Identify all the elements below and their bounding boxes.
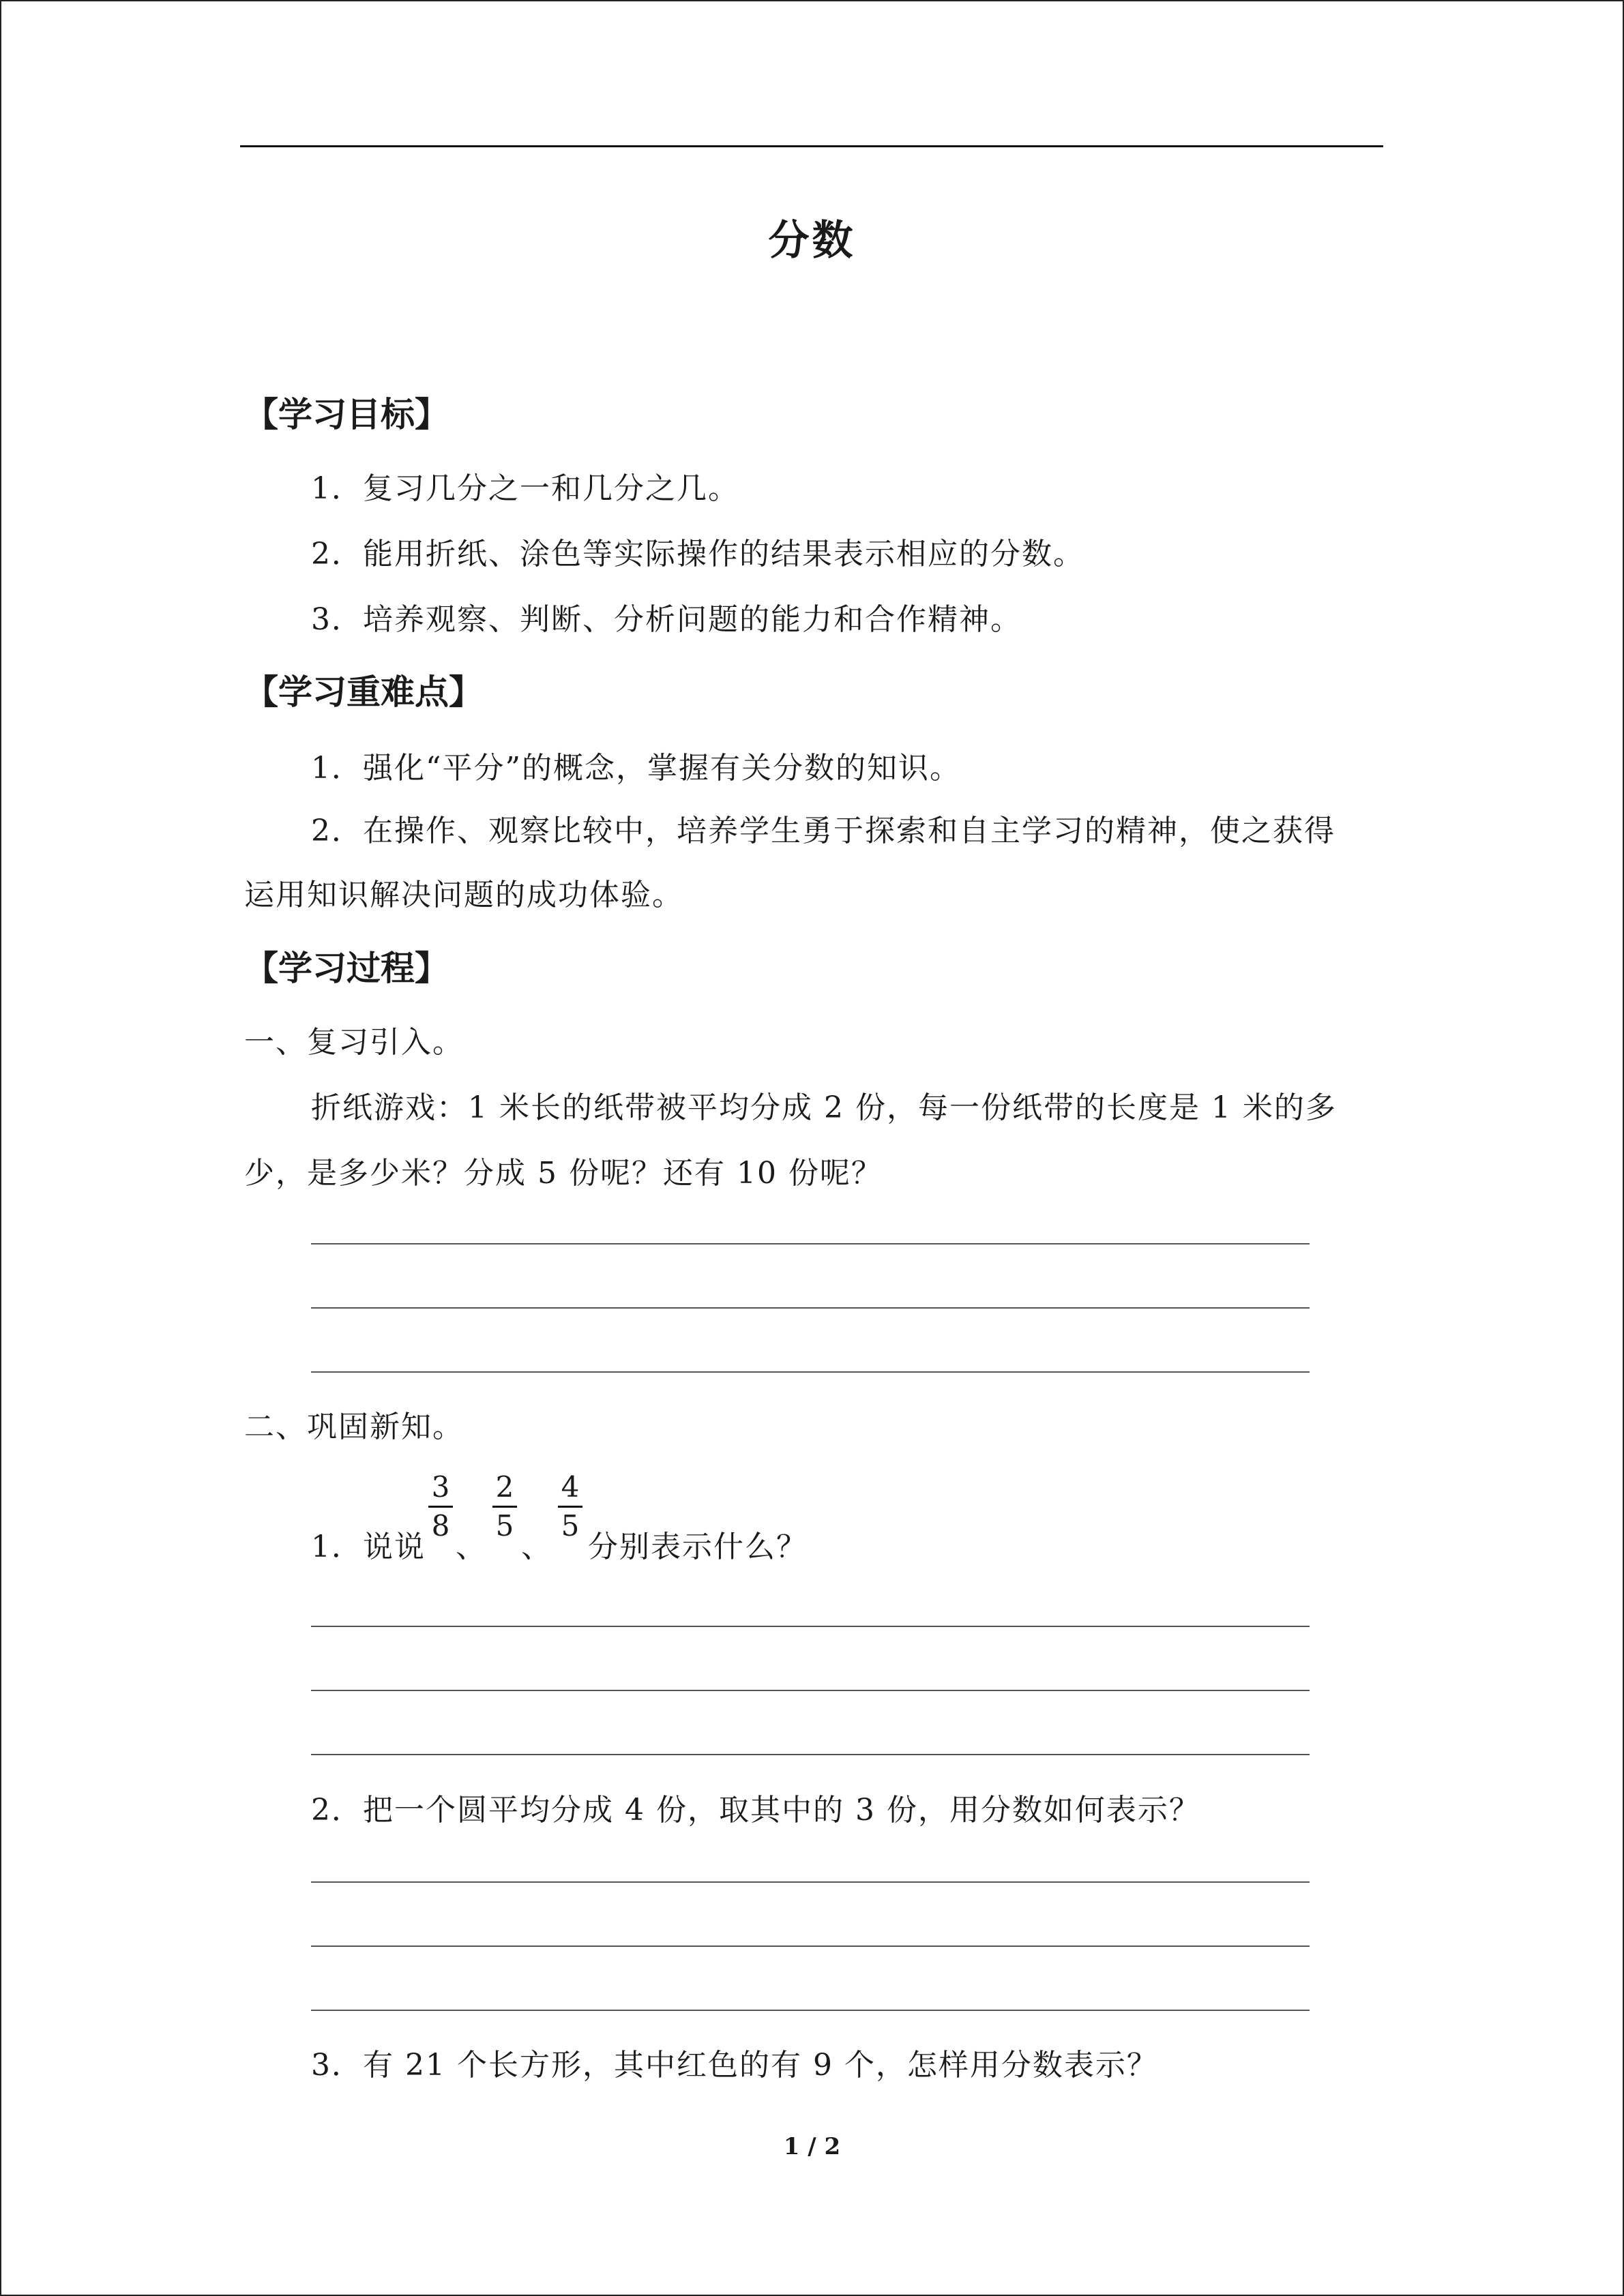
fraction-denominator: 5 [561, 1509, 580, 1542]
fraction-numerator: 4 [561, 1470, 580, 1504]
answer-line[interactable] [311, 1881, 1310, 1883]
key-point-item-1: 1．强化“平分”的概念，掌握有关分数的知识。 [311, 751, 961, 786]
part2-title: 二、巩固新知。 [244, 1410, 464, 1444]
page-title: 分数 [768, 217, 856, 265]
fraction-4-5 [557, 1470, 584, 1542]
q2-text: 2．把一个圆平均分成 4 份，取其中的 3 份，用分数如何表示？ [311, 1793, 1200, 1828]
answer-line[interactable] [311, 1690, 1310, 1691]
answer-line[interactable] [311, 2010, 1310, 2011]
q1-suffix: 分别表示什么？ [588, 1530, 808, 1564]
page-number: 1 / 2 [783, 2133, 841, 2160]
answer-line[interactable] [311, 1243, 1310, 1244]
q1-prefix: 1．说说 [311, 1530, 426, 1564]
answer-line[interactable] [311, 1307, 1310, 1309]
fraction-3-8 [427, 1470, 454, 1542]
part1-text-line2: 少，是多少米？分成 5 份呢？还有 10 份呢？ [244, 1156, 883, 1191]
objective-item-2: 2．能用折纸、涂色等实际操作的结果表示相应的分数。 [311, 537, 1084, 571]
objective-item-1: 1．复习几分之一和几分之几。 [311, 471, 739, 506]
objectives-heading: 【学习目标】 [244, 395, 449, 434]
answer-line[interactable] [311, 1626, 1310, 1627]
answer-line[interactable] [311, 1371, 1310, 1373]
part1-title: 一、复习引入。 [244, 1025, 464, 1060]
answer-line[interactable] [311, 1945, 1310, 1947]
fraction-numerator: 3 [431, 1470, 450, 1504]
q1-separator: 、 [521, 1530, 552, 1564]
answer-line[interactable] [311, 1754, 1310, 1755]
fraction-numerator: 2 [495, 1470, 514, 1504]
fraction-denominator: 5 [495, 1509, 514, 1542]
part1-text-line1: 折纸游戏：1 米长的纸带被平均分成 2 份，每一份纸带的长度是 1 米的多 [311, 1090, 1337, 1125]
q1-separator: 、 [456, 1530, 487, 1564]
objective-item-3: 3．培养观察、判断、分析问题的能力和合作精神。 [311, 602, 1022, 637]
process-heading: 【学习过程】 [244, 949, 449, 988]
header-rule [240, 145, 1383, 147]
key-point-item-2: 2．在操作、观察比较中，培养学生勇于探索和自主学习的精神，使之获得 [311, 814, 1335, 848]
key-point-item-2-cont: 运用知识解决问题的成功体验。 [244, 878, 683, 912]
key-points-heading: 【学习重难点】 [244, 672, 483, 712]
q3-text: 3．有 21 个长方形，其中红色的有 9 个，怎样用分数表示？ [311, 2048, 1158, 2083]
fraction-denominator: 8 [431, 1509, 450, 1542]
fraction-2-5 [491, 1470, 518, 1542]
